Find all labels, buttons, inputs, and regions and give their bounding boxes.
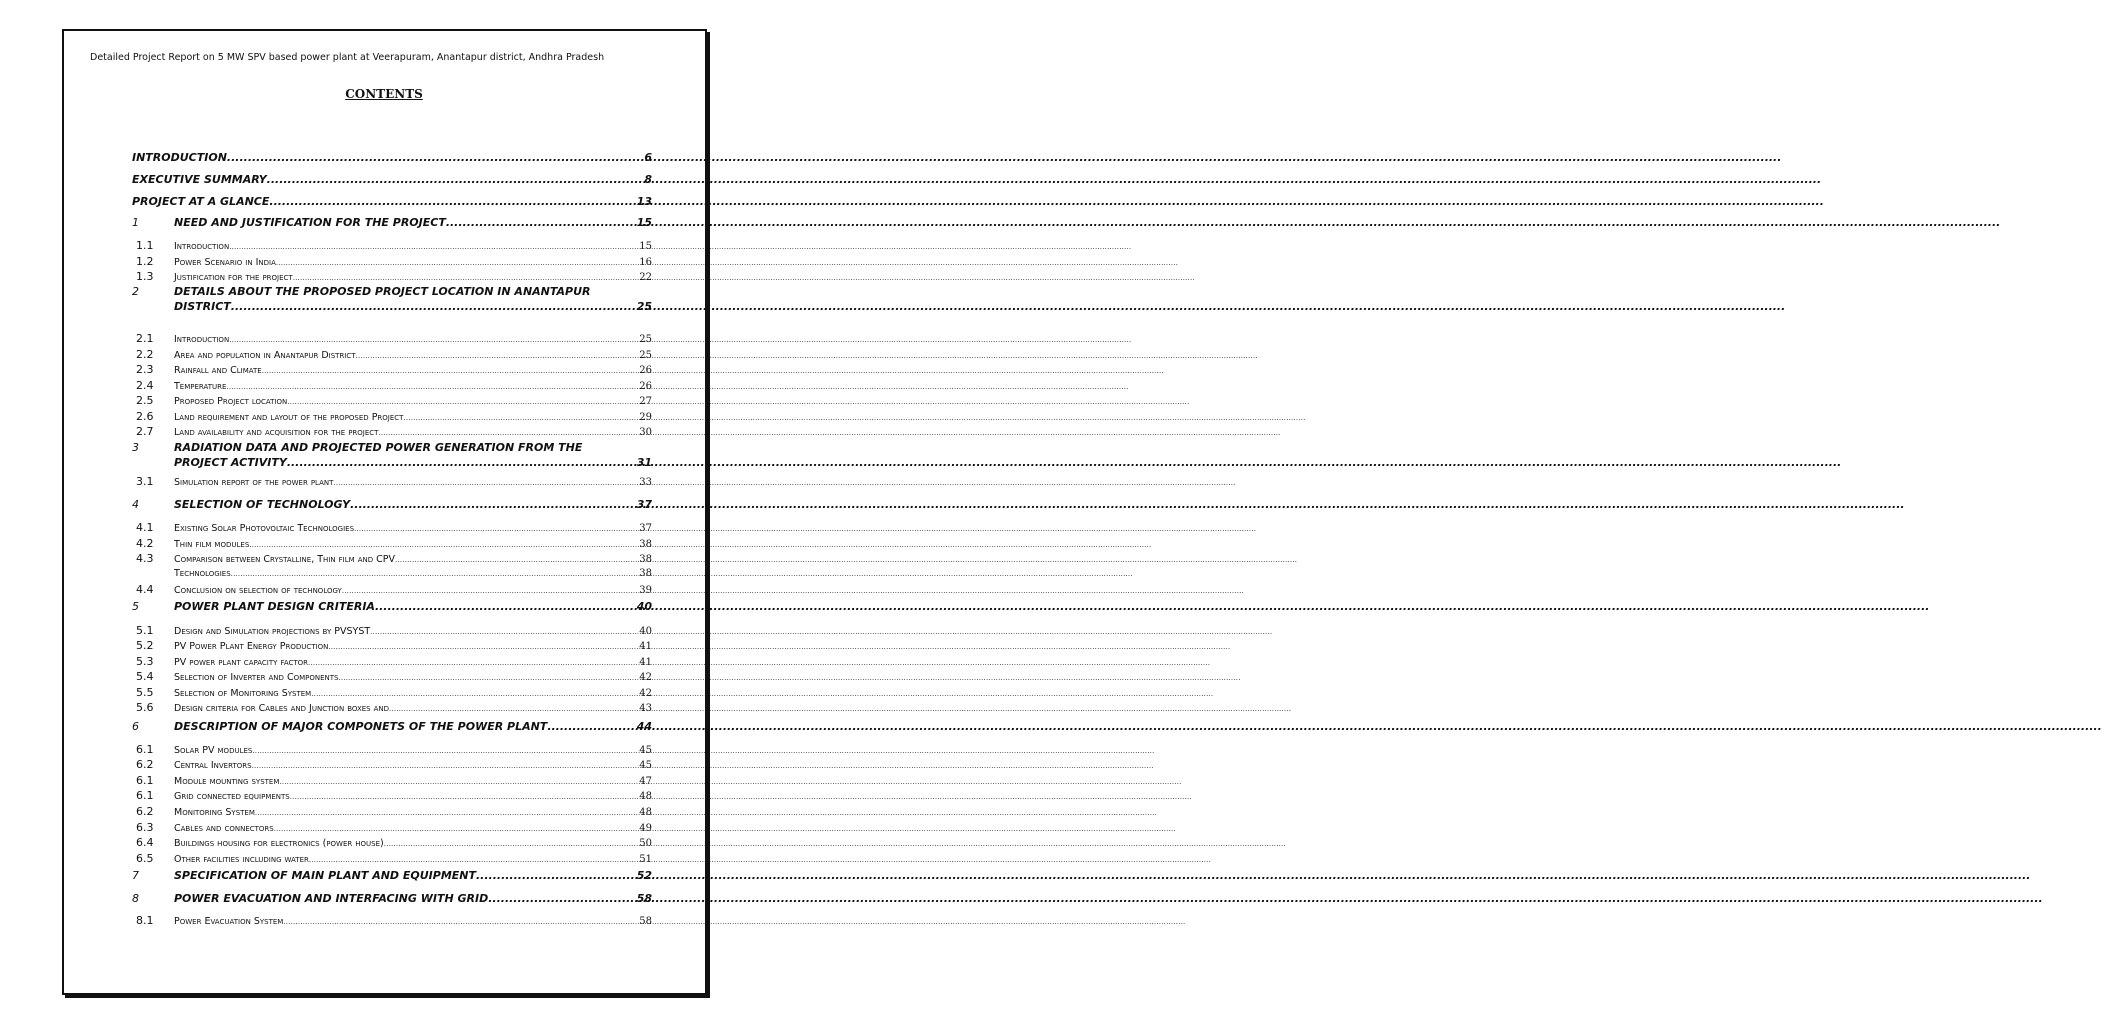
section-title: Grid connected equipments (174, 791, 290, 802)
section-title: Solar PV modules (174, 745, 253, 756)
section-number: 2.3 (136, 363, 154, 376)
page-number: 37 (639, 523, 652, 534)
page-number: 13 (636, 195, 652, 208)
chapter-title: RADIATION DATA AND PROJECTED POWER GENERATION FROM THE (174, 441, 583, 454)
dot-leader (231, 299, 637, 314)
dot-leader (476, 868, 637, 883)
toc-entry-title: INTRODUCTION (132, 151, 227, 164)
page-number: 48 (639, 791, 652, 802)
page-number: 31 (636, 456, 652, 469)
toc-row (132, 913, 652, 930)
toc-row (132, 700, 652, 717)
dot-leader (269, 193, 636, 211)
page-number: 8 (644, 173, 652, 186)
section-number: 6.3 (136, 821, 154, 834)
toc-row (132, 149, 652, 167)
toc-entry-title: PROJECT AT A GLANCE (132, 195, 270, 208)
section-title: Cables and connectors (174, 823, 274, 834)
page-number: 43 (639, 703, 652, 714)
chapter-title: DETAILS ABOUT THE PROPOSED PROJECT LOCATION IN ANANTAPUR (174, 285, 591, 298)
toc-row (132, 851, 652, 868)
section-number: 4.2 (136, 537, 154, 550)
section-number: 5.2 (136, 639, 154, 652)
page-number: 26 (639, 381, 652, 392)
dot-leader (231, 567, 622, 582)
page-number: 30 (639, 427, 652, 438)
page-number: 25 (639, 350, 652, 361)
page-number: 38 (639, 568, 652, 579)
section-title: Area and population in Anantapur District (174, 350, 356, 361)
section-number: 2.6 (136, 410, 154, 423)
toc-section[interactable] (132, 685, 652, 701)
section-title: Thin film modules (174, 539, 250, 550)
toc-section[interactable] (132, 788, 652, 804)
section-title: Design and Simulation projections by PVSYST (174, 626, 371, 637)
page-number: 6 (644, 151, 652, 164)
toc-row (132, 455, 652, 470)
chapter-number: 1 (132, 216, 139, 229)
toc-row (132, 497, 652, 512)
page-number: 49 (639, 823, 652, 834)
chapter-title: NEED AND JUSTIFICATION FOR THE PROJECT (174, 216, 446, 229)
dot-leader (287, 395, 622, 410)
section-title: Central Invertors (174, 760, 252, 771)
section-title: Buildings housing for electronics (power house) (174, 838, 384, 849)
section-title: Proposed Project location (174, 396, 288, 407)
toc-chapter[interactable] (132, 440, 652, 470)
section-number: 6.1 (136, 743, 154, 756)
dot-leader (287, 455, 637, 470)
dot-leader (262, 364, 622, 379)
chapter-number: 5 (132, 600, 139, 613)
toc-row (132, 393, 652, 410)
toc-row (132, 582, 652, 599)
toc-section[interactable] (132, 851, 652, 867)
page-number: 45 (639, 760, 652, 771)
section-number: 4.3 (136, 552, 154, 565)
toc-section[interactable] (132, 347, 652, 363)
toc-section[interactable] (132, 757, 652, 773)
toc-row (132, 215, 652, 230)
section-number: 6.2 (136, 805, 154, 818)
section-number: 5.3 (136, 655, 154, 668)
section-number: 3.1 (136, 475, 154, 488)
toc-section[interactable] (132, 551, 652, 567)
section-number: 2.4 (136, 379, 154, 392)
section-number: 5.6 (136, 701, 154, 714)
dot-leader (227, 149, 644, 167)
toc-section[interactable] (132, 669, 652, 685)
toc-section[interactable] (132, 804, 652, 820)
section-number: 6.5 (136, 852, 154, 865)
toc-chapter[interactable] (132, 891, 652, 906)
dot-leader (255, 806, 622, 821)
section-title: Selection of Monitoring System (174, 688, 312, 699)
section-title: Selection of Inverter and Components (174, 672, 339, 683)
toc-chapter[interactable] (132, 868, 652, 883)
section-title: Existing Solar Photovoltaic Technologies (174, 523, 355, 534)
chapter-title-continued: PROJECT ACTIVITY (174, 456, 287, 469)
toc-row (132, 891, 652, 906)
page-number: 15 (636, 216, 652, 229)
section-number: 5.4 (136, 670, 154, 683)
section-title: Justification for the project (174, 272, 293, 283)
page-number: 50 (639, 838, 652, 849)
page-number: 48 (639, 807, 652, 818)
toc-section[interactable] (132, 566, 652, 582)
page-number: 26 (639, 365, 652, 376)
toc-row (132, 171, 652, 189)
toc-row (132, 788, 652, 805)
chapter-number: 2 (132, 285, 139, 298)
section-number: 5.1 (136, 624, 154, 637)
dot-leader (375, 599, 637, 614)
toc-row (132, 299, 652, 314)
toc-row (132, 599, 652, 614)
toc-section[interactable] (132, 536, 652, 552)
page-number: 25 (639, 334, 652, 345)
toc-section[interactable] (132, 638, 652, 654)
page-number: 22 (639, 272, 652, 283)
dot-leader (252, 759, 622, 774)
chapter-number: 6 (132, 720, 139, 733)
page-number: 42 (639, 688, 652, 699)
chapter-number: 8 (132, 892, 139, 905)
toc-row (132, 868, 652, 883)
dot-leader (229, 333, 622, 348)
section-number: 6.2 (136, 758, 154, 771)
dot-leader (488, 891, 636, 906)
section-title: Comparison between Crystalline, Thin film and CPV (174, 554, 395, 565)
section-title: Monitoring System (174, 807, 255, 818)
chapter-title: SPECIFICATION OF MAIN PLANT AND EQUIPMENT (174, 869, 476, 882)
section-number: 8.1 (136, 914, 154, 927)
page-number: 47 (639, 776, 652, 787)
page-number: 39 (639, 585, 652, 596)
toc-section[interactable] (132, 582, 652, 598)
page-number: 58 (636, 892, 652, 905)
dot-leader (378, 426, 622, 441)
page-number: 44 (636, 720, 652, 733)
page-number: 37 (636, 498, 652, 511)
section-number: 6.4 (136, 836, 154, 849)
section-title: Other facilities including water (174, 854, 309, 865)
section-title: PV power plant capacity factor (174, 657, 309, 668)
page-number: 41 (639, 641, 652, 652)
dot-leader (547, 719, 636, 734)
section-number: 1.3 (136, 270, 154, 283)
chapter-title: POWER PLANT DESIGN CRITERIA (174, 600, 375, 613)
section-title: Power Evacuation System (174, 916, 284, 927)
page-number: 42 (639, 672, 652, 683)
toc-row (132, 638, 652, 655)
toc-row (132, 835, 652, 852)
toc-row (132, 238, 652, 255)
toc-chapter[interactable] (132, 497, 652, 512)
toc-row (132, 474, 652, 491)
contents-heading: CONTENTS (345, 87, 423, 101)
toc-section[interactable] (132, 238, 652, 254)
toc-row (132, 362, 652, 379)
section-title: Power Scenario in India (174, 257, 276, 268)
toc-section[interactable] (132, 331, 652, 347)
running-header: Detailed Project Report on 5 MW SPV based power plant at Veerapuram, Anantapur district, Andhra Pradesh (90, 52, 605, 63)
toc-row (132, 566, 652, 582)
dot-leader (446, 215, 637, 230)
toc-section[interactable] (132, 474, 652, 490)
dot-leader (354, 522, 622, 537)
toc-section[interactable] (132, 378, 652, 394)
page-number: 40 (639, 626, 652, 637)
dot-leader (328, 640, 622, 655)
page-number: 58 (639, 916, 652, 927)
dot-leader (283, 915, 622, 930)
page-number: 45 (639, 745, 652, 756)
section-number: 1.2 (136, 255, 154, 268)
page-number: 38 (639, 554, 652, 565)
chapter-number: 7 (132, 869, 139, 882)
page-number: 40 (636, 600, 652, 613)
toc-row (132, 520, 652, 537)
section-number: 2.7 (136, 425, 154, 438)
chapter-title: DESCRIPTION OF MAJOR COMPONETS OF THE POWER PLANT (174, 720, 548, 733)
chapter-title: SELECTION OF TECHNOLOGY (174, 498, 351, 511)
page-number: 38 (639, 539, 652, 550)
dot-leader (338, 671, 622, 686)
page-number: 27 (639, 396, 652, 407)
dot-leader (350, 497, 637, 512)
dot-leader (290, 790, 622, 805)
section-title: Introduction (174, 241, 230, 252)
toc-row (132, 757, 652, 774)
section-number: 6.1 (136, 789, 154, 802)
page-number: 41 (639, 657, 652, 668)
toc-chapter[interactable] (132, 719, 652, 734)
toc-section[interactable] (132, 654, 652, 670)
toc-row (132, 424, 652, 441)
page-number: 15 (639, 241, 652, 252)
toc-entry[interactable] (132, 171, 652, 193)
toc-entry[interactable] (132, 193, 652, 215)
page-number: 16 (639, 257, 652, 268)
toc-chapter[interactable] (132, 215, 652, 230)
toc-row (132, 669, 652, 686)
page-number: 52 (636, 869, 652, 882)
section-title: Land availability and acquisition for the project (174, 427, 379, 438)
page-number: 33 (639, 477, 652, 488)
toc-row (132, 284, 652, 299)
toc-row (132, 719, 652, 734)
chapter-number: 3 (132, 441, 139, 454)
section-title: Land requirement and layout of the proposed Project (174, 412, 404, 423)
chapter-number: 4 (132, 498, 139, 511)
section-number: 5.5 (136, 686, 154, 699)
page-number: 51 (639, 854, 652, 865)
toc-section[interactable] (132, 393, 652, 409)
toc-row (132, 193, 652, 211)
toc-entry[interactable] (132, 149, 652, 171)
toc-chapter[interactable] (132, 599, 652, 614)
toc-row (132, 440, 652, 455)
dot-leader (342, 584, 622, 599)
toc-section[interactable] (132, 835, 652, 851)
toc-section[interactable] (132, 409, 652, 425)
section-number: 4.1 (136, 521, 154, 534)
section-number: 2.5 (136, 394, 154, 407)
toc-section[interactable] (132, 623, 652, 639)
toc-section[interactable] (132, 700, 652, 716)
section-title: PV Power Plant Energy Production (174, 641, 329, 652)
dot-leader (267, 171, 645, 189)
toc-section[interactable] (132, 362, 652, 378)
toc-section[interactable] (132, 773, 652, 789)
dot-leader (309, 853, 622, 868)
toc-chapter[interactable] (132, 284, 652, 314)
toc-section[interactable] (132, 820, 652, 836)
section-number: 1.1 (136, 239, 154, 252)
toc-entry-title: EXECUTIVE SUMMARY (132, 173, 267, 186)
section-title: Conclusion on selection of technology (174, 585, 342, 596)
section-number: 4.4 (136, 583, 154, 596)
chapter-title: POWER EVACUATION AND INTERFACING WITH GRID (174, 892, 489, 905)
toc-section[interactable] (132, 254, 652, 270)
page-number: 25 (636, 300, 652, 313)
toc-row (132, 804, 652, 821)
toc-section[interactable] (132, 424, 652, 440)
section-title: Introduction (174, 334, 230, 345)
dot-leader (229, 240, 622, 255)
section-title: Module mounting system (174, 776, 280, 787)
chapter-title-continued: DISTRICT (174, 300, 231, 313)
section-title: Simulation report of the power plant (174, 477, 334, 488)
section-number: 2.1 (136, 332, 154, 345)
page-number: 29 (639, 412, 652, 423)
section-number: 2.2 (136, 348, 154, 361)
dot-leader (384, 837, 622, 852)
toc-section[interactable] (132, 269, 652, 285)
dot-leader (333, 476, 622, 491)
toc-row (132, 331, 652, 348)
toc-section[interactable] (132, 913, 652, 929)
section-title: Temperature (174, 381, 227, 392)
section-title: Technologies (174, 568, 231, 579)
dot-leader (389, 702, 622, 717)
toc-section[interactable] (132, 520, 652, 536)
toc-section[interactable] (132, 742, 652, 758)
section-title: Design criteria for Cables and Junction boxes and (174, 703, 390, 714)
section-number: 6.1 (136, 774, 154, 787)
section-title: Rainfall and Climate (174, 365, 262, 376)
